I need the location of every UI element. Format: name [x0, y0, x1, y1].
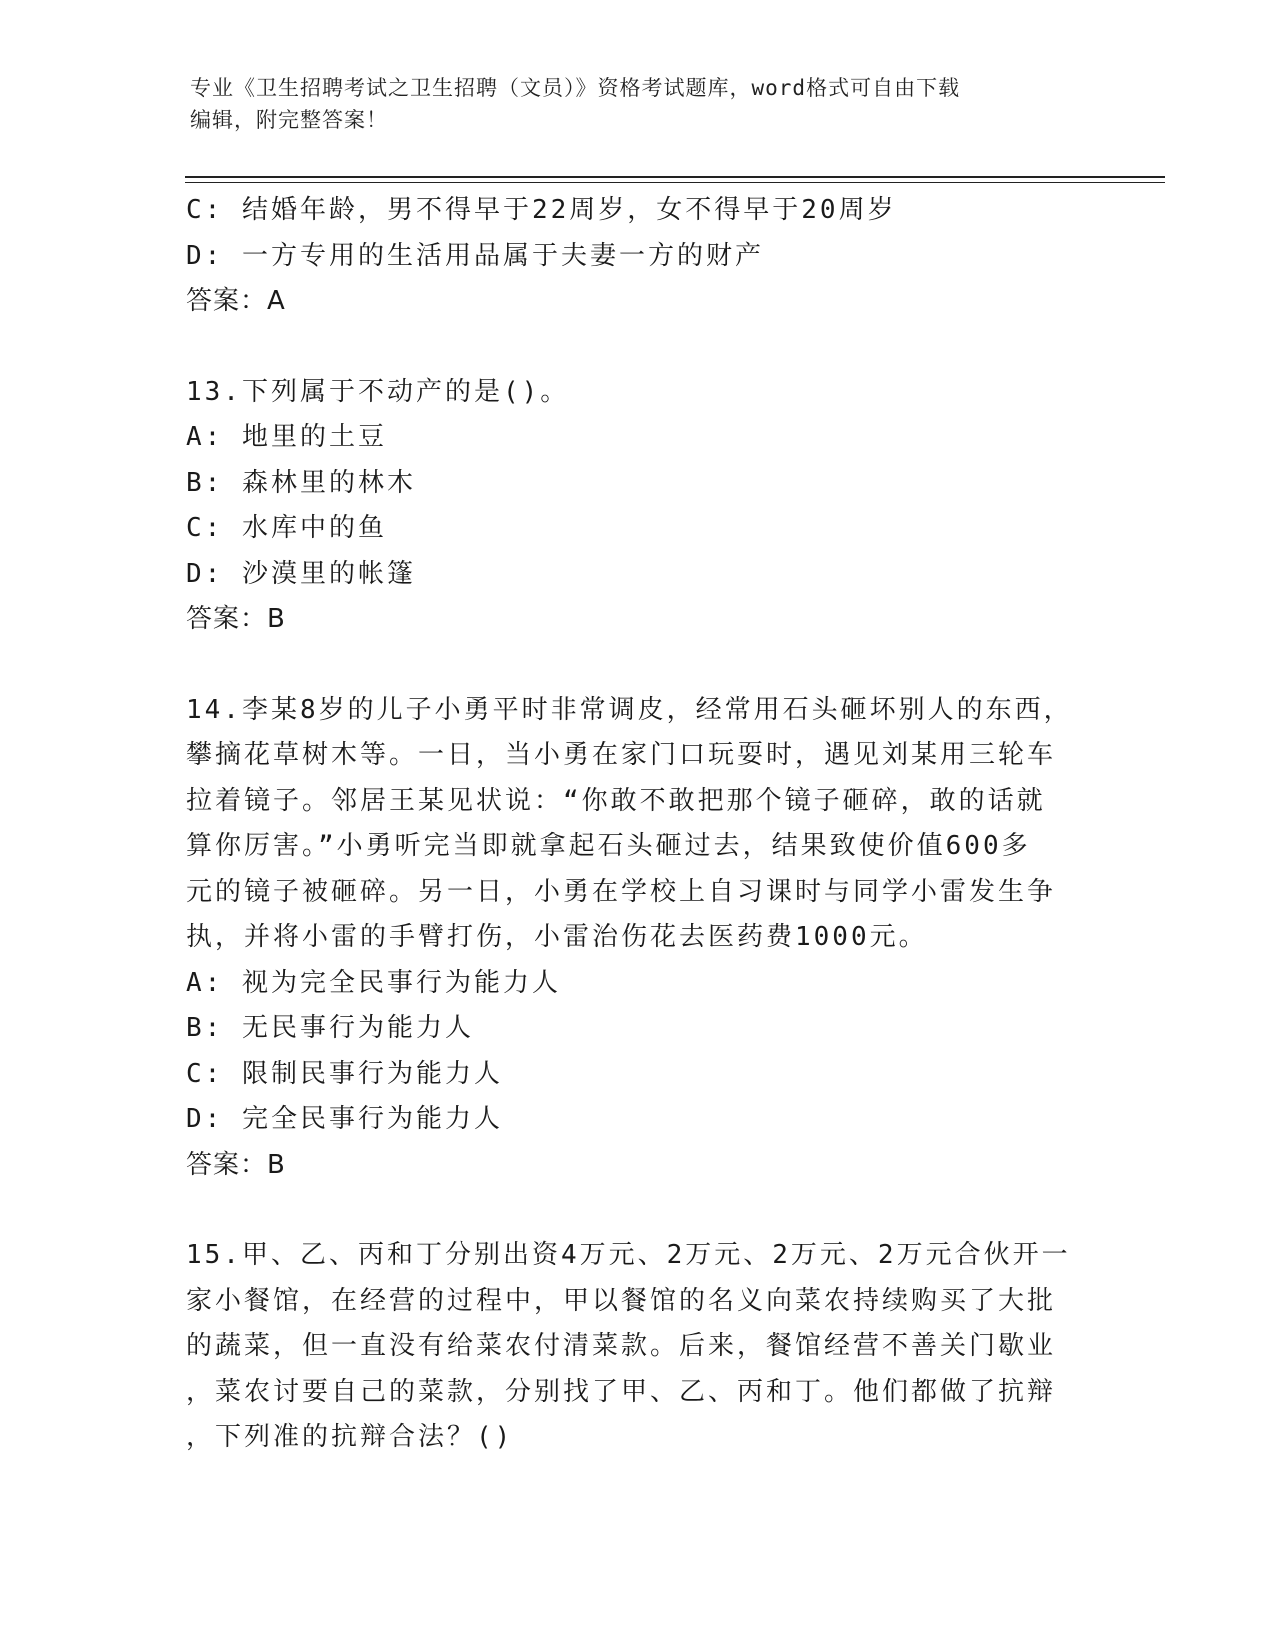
q14-option-d: D: 完全民事行为能力人 — [186, 1104, 503, 1134]
q14-option-a: A: 视为完全民事行为能力人 — [186, 967, 561, 998]
header-line-1: 专业《卫生招聘考试之卫生招聘（文员）》资格考试题库，word格式可自由下载 — [190, 76, 961, 100]
q15-stem-line: 家小餐馆，在经营的过程中，甲以餐馆的名义向菜农持续购买了大批 — [186, 1285, 1057, 1316]
q13-option-a: A: 地里的土豆 — [186, 422, 387, 452]
q14-stem-line: 算你厉害。”小勇听完当即就拿起石头砸过去，结果致使价值600多 — [186, 831, 1031, 861]
header-line-2: 编辑，附完整答案！ — [190, 108, 388, 132]
q15-stem-line: ，下列准的抗辩合法？() — [186, 1422, 514, 1452]
q14-stem-line: 14.李某8岁的儿子小勇平时非常调皮，经常用石头砸坏别人的东西， — [186, 694, 1073, 725]
q14-stem-line: 攀摘花草树木等。一日，当小勇在家门口玩耍时，遇见刘某用三轮车 — [186, 740, 1057, 770]
spacer — [186, 1188, 1086, 1233]
prev-answer: 答案：A — [186, 286, 286, 316]
header-divider-thick — [185, 176, 1165, 178]
q14-option-c: C: 限制民事行为能力人 — [186, 1058, 503, 1089]
q14-option-b: B: 无民事行为能力人 — [186, 1013, 474, 1043]
q13-option-b: B: 森林里的林木 — [186, 467, 416, 498]
q14-stem-line: 拉着镜子。邻居王某见状说：“你敢不敢把那个镜子砸碎，敢的话就 — [186, 785, 1046, 816]
spacer — [186, 325, 1086, 370]
q14-answer: 答案：B — [186, 1149, 286, 1180]
q13-stem: 13.下列属于不动产的是()。 — [186, 376, 570, 407]
q15-stem-line: ，菜农讨要自己的菜款，分别找了甲、乙、丙和丁。他们都做了抗辩 — [186, 1376, 1057, 1407]
header-divider-thin — [185, 182, 1165, 183]
q15-stem-line: 15.甲、乙、丙和丁分别出资4万元、2万元、2万元、2万元合伙开一 — [186, 1240, 1071, 1270]
q13-option-c: C: 水库中的鱼 — [186, 513, 387, 543]
q13-option-d: D: 沙漠里的帐篷 — [186, 558, 416, 589]
document-body — [186, 188, 1086, 1461]
q13-answer: 答案：B — [186, 604, 286, 634]
prev-option-d: D: 一方专用的生活用品属于夫妻一方的财产 — [186, 240, 764, 271]
prev-option-c: C: 结婚年龄，男不得早于22周岁，女不得早于20周岁 — [186, 195, 897, 225]
spacer — [186, 643, 1086, 688]
q14-stem-line: 元的镜子被砸碎。另一日，小勇在学校上自习课时与同学小雷发生争 — [186, 876, 1057, 907]
document-header — [190, 72, 1090, 136]
q14-stem-line: 执，并将小雷的手臂打伤，小雷治伤花去医药费1000元。 — [186, 922, 928, 952]
q15-stem-line: 的蔬菜，但一直没有给菜农付清菜款。后来，餐馆经营不善关门歇业 — [186, 1331, 1057, 1361]
